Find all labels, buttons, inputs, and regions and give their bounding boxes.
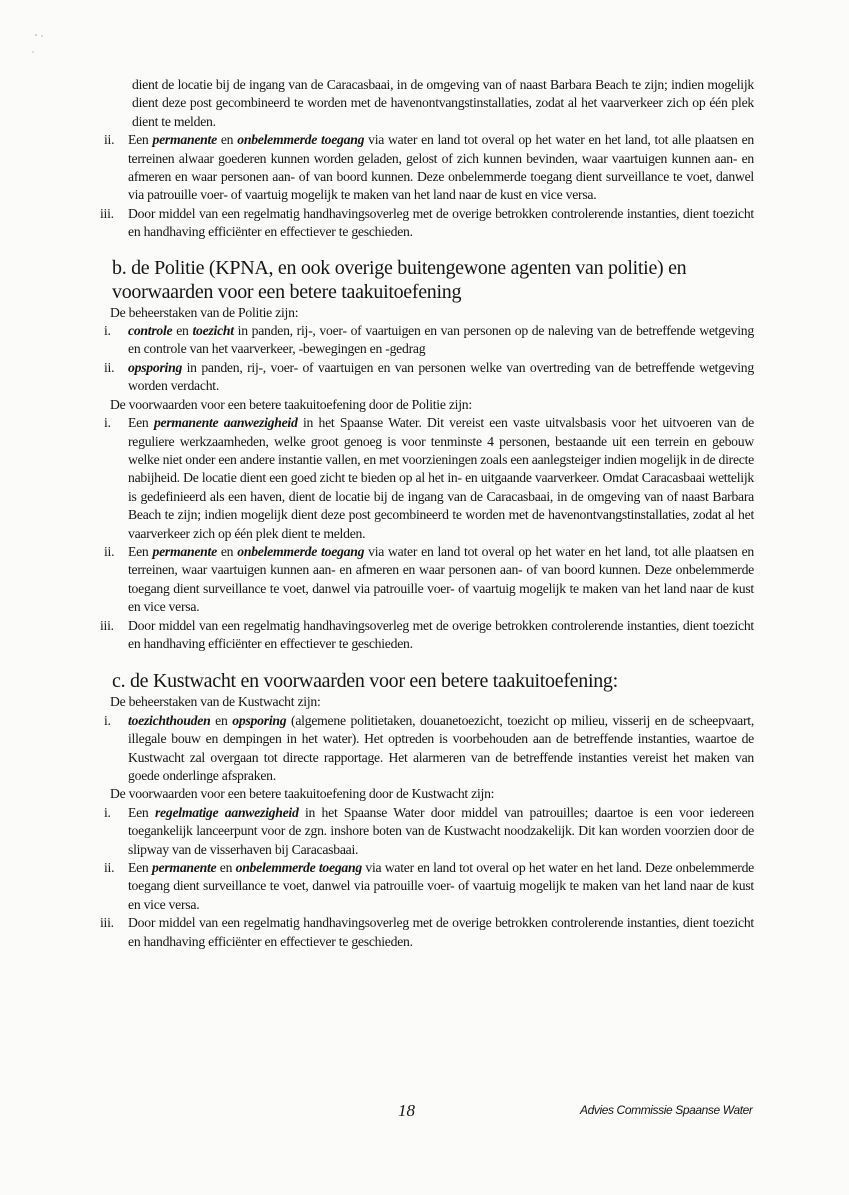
kustwacht-task-i: i. toezichthouden en opsporing (algemene politietaken, douanetoezicht, toezicht op milieu, visserij en de scheepvaart, illegale bouw en dempingen in het water). Het optreden is voorbehouden aan de betreffende instanties, waartoe de Kustwacht zal overgaan tot directe rapportage. Het alarmeren van de betreffende instanties vereist het maken van goede onderlinge afspraken. xyxy=(104,712,754,783)
emphasis: permanente xyxy=(152,543,217,559)
section-c-intro-conditions: De voorwaarden voor een betere taakuitoefening door de Kustwacht zijn: xyxy=(110,786,495,802)
emphasis: onbelemmerde toegang xyxy=(237,132,365,148)
scan-specks xyxy=(30,30,60,70)
kustwacht-condition-iii: iii. Door middel van een regelmatig handhavingsoverleg met de overige betrokken controlerende instanties, dient toezicht en handhaving efficiënter en effectiever te geschieden. xyxy=(100,915,754,949)
emphasis: toezicht xyxy=(192,323,234,339)
item-number: ii. xyxy=(104,860,115,876)
emphasis: opsporing xyxy=(128,359,183,375)
emphasis: permanente xyxy=(152,132,217,148)
item-number: iii. xyxy=(100,205,114,221)
kustwacht-condition-ii: ii. Een permanente en onbelemmerde toegang via water en land tot overal op het water en het land. Deze onbelemmerde toegang dient surveillance te voet, danwel via patrouille voer- of vaartuig mogelijk te maken van het land naar de kust en vice versa. xyxy=(104,860,755,912)
emphasis: opsporing xyxy=(232,712,287,728)
item-number: ii. xyxy=(104,132,115,148)
item-number: i. xyxy=(104,804,111,820)
section-b-heading: b. de Politie (KPNA, en ook overige buitengewone agenten van politie) en voorwaarden voor een betere taakuitoefening xyxy=(112,256,687,303)
emphasis: regelmatige aanwezigheid xyxy=(154,804,299,820)
section-c-heading: c. de Kustwacht en voorwaarden voor een betere taakuitoefening: xyxy=(112,670,618,693)
kustwacht-condition-i: i. Een regelmatige aanwezigheid in het Spaanse Water door middel van patrouilles; daartoe is een voor iedereen toegankelijk lanceerpunt voor de zgn. inshore boten van de Kustwacht noodzakelijk. Dit kan worden voorzien door de slipway van de visserhaven bij Caracasbaai. xyxy=(104,804,755,857)
item-number: ii. xyxy=(104,359,115,375)
page-number: 18 xyxy=(398,1101,415,1120)
footer-organisation: Advies Commissie Spaanse Water xyxy=(580,1103,753,1117)
item-number: iii. xyxy=(100,617,114,633)
top-item-iii: iii. Door middel van een regelmatig handhavingsoverleg met de overige betrokken controlerende instanties, dient toezicht en handhaving efficiënter en effectiever te geschieden. xyxy=(100,205,754,240)
item-number: ii. xyxy=(104,543,115,559)
emphasis: permanente aanwezigheid xyxy=(153,415,298,431)
politie-condition-iii: iii. Door middel van een regelmatig handhavingsoverleg met de overige betrokken controlerende instanties, dient toezicht en handhaving efficiënter en effectiever te geschieden. xyxy=(100,617,754,651)
section-c-intro-tasks: De beheerstaken van de Kustwacht zijn: xyxy=(110,694,321,710)
emphasis: toezichthouden xyxy=(128,712,211,728)
politie-task-ii: ii. opsporing in panden, rij-, voer- of vaartuigen en van personen welke van overtreding van de betreffende wetgeving worden verdacht. xyxy=(104,359,754,394)
item-number: i. xyxy=(104,415,111,431)
item-number: iii. xyxy=(100,915,114,931)
politie-condition-i: i. Een permanente aanwezigheid in het Spaanse Water. Dit vereist een vaste uitvalsbasis voor het uitvoeren van de reguliere werkzaamheden, welke groot genoeg is voor tenminste 4 personen, bestaande uit een terrein en gebouw welke niet onder een andere instantie vallen, en met voorzieningen zoals een aanlegsteiger indien mogelijk in de directe nabijheid. De locatie dient een goed zicht te bieden op al het in- en uitgaande vaarverkeer. Omdat Caracasbaai wettelijk is gedefinieerd als een haven, dient de locatie bij de ingang van de Caracasbaai, in de omgeving van of naast Barbara Beach te zijn; indien mogelijk dient deze post gecombineerd te worden met de havenontvangstinstallaties, zodat al het vaarverkeer zich op één plek dient te melden. xyxy=(104,415,754,541)
continuation-paragraph: dient de locatie bij de ingang van de Caracasbaai, in de omgeving van of naast Barbara Beach te zijn; indien mogelijk dient deze post gecombineerd te worden met de havenontvangstinstallaties, zodat al het vaarverkeer zich op één plek dient te melden. xyxy=(132,77,754,129)
item-number: i. xyxy=(104,712,111,728)
section-b-intro-conditions: De voorwaarden voor een betere taakuitoefening door de Politie zijn: xyxy=(110,396,472,412)
item-number: i. xyxy=(104,323,111,339)
emphasis: onbelemmerde toegang xyxy=(237,543,365,559)
politie-condition-ii: ii. Een permanente en onbelemmerde toegang via water en land tot overal op het water en het land, tot alle plaatsen en terreinen, waar vaartuigen kunnen aan- en afmeren en waar personen aan- of van boord kunnen. Deze onbelemmerde toegang dient surveillance te voet, danwel via patrouille voer- of vaartuig mogelijk te maken van het land naar de kust en vice versa. xyxy=(104,543,755,615)
emphasis: onbelemmerde toegang xyxy=(235,860,362,876)
emphasis: controle xyxy=(128,323,173,339)
top-item-ii: ii. Een permanente en onbelemmerde toegang via water en land tot overal op het water en het land, tot alle plaatsen en terreinen alwaar goederen kunnen worden geladen, gelost of zich kunnen bevinden, waar vaartuigen kunnen aan- en afmeren en waar personen aan- of van boord kunnen. Deze onbelemmerde toegang dient surveillance te voet, danwel via patrouille voer- of vaartuig mogelijk te maken van het land naar de kust en vice versa. xyxy=(104,132,755,203)
body-text xyxy=(100,76,755,951)
section-b-intro-tasks: De beheerstaken van de Politie zijn: xyxy=(110,304,299,320)
emphasis: permanente xyxy=(151,860,217,876)
politie-task-i: i. controle en toezicht in panden, rij-, voer- of vaartuigen en van personen op de naleving van de betreffende wetgeving en controle van het vaarverkeer, -bewegingen en -gedrag xyxy=(104,323,754,357)
